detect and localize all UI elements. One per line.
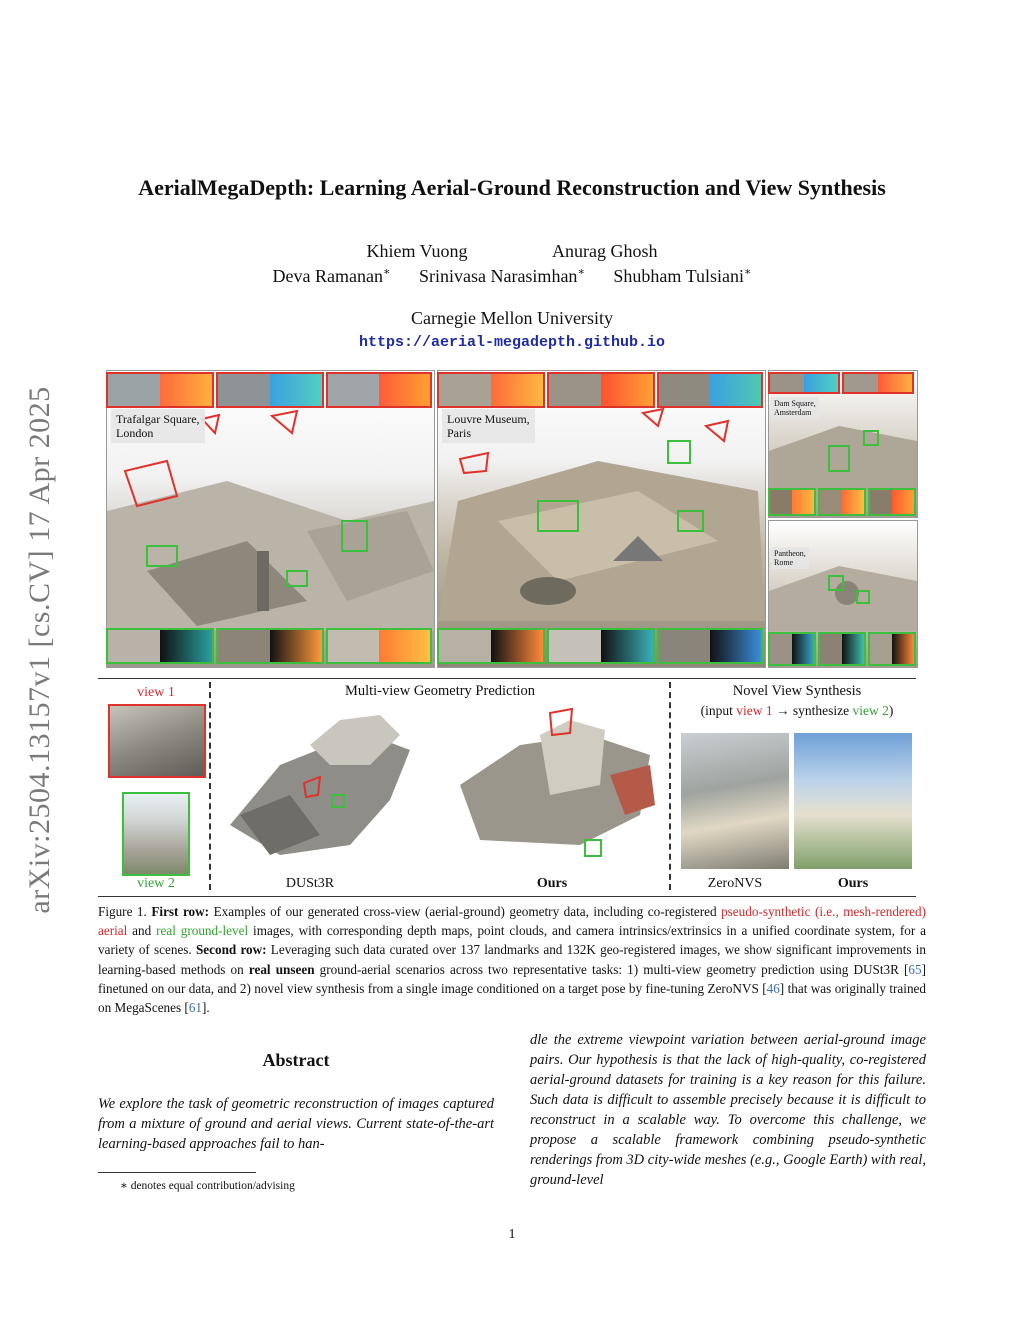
aerial-thumbnail (218, 374, 322, 406)
scene-label-pantheon: Pantheon, Rome (771, 547, 809, 569)
scene-label-dam-square: Dam Square, Amsterdam (771, 397, 819, 419)
caption-text: ground-aerial scenarios across two representative tasks: 1) multi-view geometry prediction using DUSt3R [ (314, 961, 909, 977)
ground-thumbnail (659, 630, 761, 662)
equal-contrib-mark: ∗ (743, 266, 752, 278)
author-name: Srinivasa Narasimhan (418, 266, 578, 286)
view-1-label: view 1 (137, 685, 175, 700)
author-name: Deva Ramanan (272, 266, 383, 286)
aerial-strip-louvre (437, 372, 764, 408)
scene-label-louvre: Louvre Museum, Paris (442, 409, 535, 443)
author-name: Khiem Vuong (366, 241, 468, 261)
caption-text: and (127, 923, 157, 939)
author-name: Shubham Tulsiani (613, 266, 744, 286)
view-1-image (108, 704, 206, 778)
ours-geometry-label: Ours (536, 876, 568, 891)
nvs-sub-view2: view 2 (852, 703, 889, 718)
figure-row-divider (98, 678, 916, 679)
scene-label-trafalgar: Trafalgar Square, London (111, 409, 205, 443)
dust3r-label: DUSt3R (285, 876, 335, 891)
caption-text: Examples of our generated cross-view (aerial-ground) geometry data, including co-registered (209, 904, 722, 919)
project-url[interactable]: https://aerial-megadepth.github.io (358, 334, 666, 351)
aerial-strip-trafalgar (106, 372, 433, 408)
abstract-heading: Abstract (262, 1050, 330, 1070)
ground-thumbnail (549, 630, 653, 662)
ground-strip-louvre (437, 628, 764, 664)
ours-nvs-label: Ours (837, 876, 869, 891)
ground-thumbnail (870, 490, 914, 514)
aerial-strip-dam-square (768, 372, 916, 394)
nvs-sub-pre: (input (700, 703, 737, 718)
ours-nvs-output-image (794, 733, 912, 869)
view-2-image (122, 792, 190, 876)
ground-thumbnail (439, 630, 543, 662)
aerial-thumbnail (844, 374, 912, 392)
ground-thumbnail (108, 630, 212, 662)
affiliation: Carnegie Mellon University (411, 308, 613, 328)
aerial-thumbnail (770, 374, 838, 392)
nvs-sub-post: ) (888, 703, 894, 718)
dashed-divider-left (209, 682, 211, 890)
dashed-divider-right (669, 682, 671, 890)
caption-text: ]. (202, 1000, 210, 1016)
abstract-text-left: We explore the task of geometric reconstruction of images captured from a mixture of ground and aerial views. Current state-of-the-art learning-based approaches fail to han- (98, 1096, 494, 1152)
citation-link[interactable]: 61 (188, 1000, 203, 1016)
abstract-text-right: dle the extreme viewpoint variation between aerial-ground image pairs. Our hypothesis is that the lack of high-quality, co-registered aerial-ground datasets for training is a key reason for this failure. Such data is difficult to assemble precisely because it is difficult to reconstruct in a scalable way. To overcome this challenge, we propose a scalable framework combining pseudo-synthetic renderings from 3D city-wide meshes (e.g., Google Earth) with real, ground-level (530, 1032, 926, 1188)
equal-contrib-mark: ∗ (382, 266, 391, 278)
nvs-task-subtitle (676, 703, 918, 719)
view-2-label: view 2 (137, 876, 175, 891)
nvs-sub-mid: → synthesize (772, 703, 853, 718)
ground-thumbnail (218, 630, 322, 662)
authors-row-2 (0, 265, 1024, 287)
author-name: Anurag Ghosh (552, 241, 658, 261)
footnote-rule (98, 1172, 256, 1173)
citation-link[interactable]: 65 (908, 961, 922, 977)
authors-row-1 (0, 241, 1024, 262)
aerial-thumbnail (439, 374, 543, 406)
equal-contrib-mark: ∗ (577, 266, 585, 278)
caption-second-row-label: Second row: (195, 942, 267, 958)
ground-thumbnail (770, 634, 814, 664)
caption-first-row-label: First row: (151, 904, 210, 919)
ground-strip-dam-square (768, 488, 916, 516)
ground-thumbnail (328, 630, 430, 662)
aerial-thumbnail (659, 374, 761, 406)
footnote: ∗ denotes equal contribution/advising (120, 1180, 295, 1192)
caption-real-unseen: real unseen (248, 961, 315, 977)
zeronvs-output-image (681, 733, 789, 869)
geometry-task-title: Multi-view Geometry Prediction (344, 683, 536, 699)
aerial-thumbnail (549, 374, 653, 406)
dust3r-reconstruction (220, 705, 440, 875)
scene-panel-louvre (437, 370, 766, 668)
figure-bottom-rule (98, 896, 916, 897)
ground-thumbnail (770, 490, 814, 514)
caption-real-ground: real ground-level (156, 923, 249, 939)
aerial-thumbnail (108, 374, 212, 406)
aerial-thumbnail (328, 374, 430, 406)
ground-thumbnail (870, 634, 914, 664)
ground-thumbnail (820, 490, 864, 514)
ground-thumbnail (820, 634, 864, 664)
caption-text: images, with corresponding depth maps, point clouds, and camera intrinsics/extrinsics in a unified coordinate system, for a variety of scenes. (98, 923, 926, 958)
ground-strip-trafalgar (106, 628, 433, 664)
citation-link[interactable]: 46 (766, 980, 780, 996)
figure-caption (98, 902, 926, 1017)
arxiv-stamp: arXiv:2504.13157v1 [cs.CV] 17 Apr 2025 (23, 386, 56, 914)
nvs-task-title: Novel View Synthesis (732, 683, 862, 699)
caption-text: ] finetuned on our data, and 2) novel view synthesis from a single image conditioned on a target pose by fine-tuning ZeroNVS [ (98, 961, 926, 996)
scene-panel-trafalgar (106, 370, 435, 668)
ours-reconstruction (440, 705, 665, 875)
caption-fig-number: Figure 1. (98, 904, 147, 919)
ground-strip-pantheon (768, 632, 916, 666)
author-entry (613, 265, 751, 287)
caption-text: ] that was originally trained on MegaScenes [ (98, 980, 926, 1016)
zeronvs-label: ZeroNVS (707, 876, 763, 891)
caption-pseudo-synthetic: pseudo-synthetic (i.e., mesh-rendered) aerial (98, 904, 926, 939)
caption-text: Leveraging such data curated over 137 landmarks and 132K geo-registered images, we show significant improvements in learning-based methods on (98, 942, 926, 977)
author-entry (273, 265, 391, 287)
author-entry (419, 265, 585, 287)
nvs-sub-view1: view 1 (736, 703, 773, 718)
paper-title: AerialMegaDepth: Learning Aerial-Ground Reconstruction and View Synthesis (138, 175, 886, 200)
page-number: 1 (508, 1227, 516, 1242)
